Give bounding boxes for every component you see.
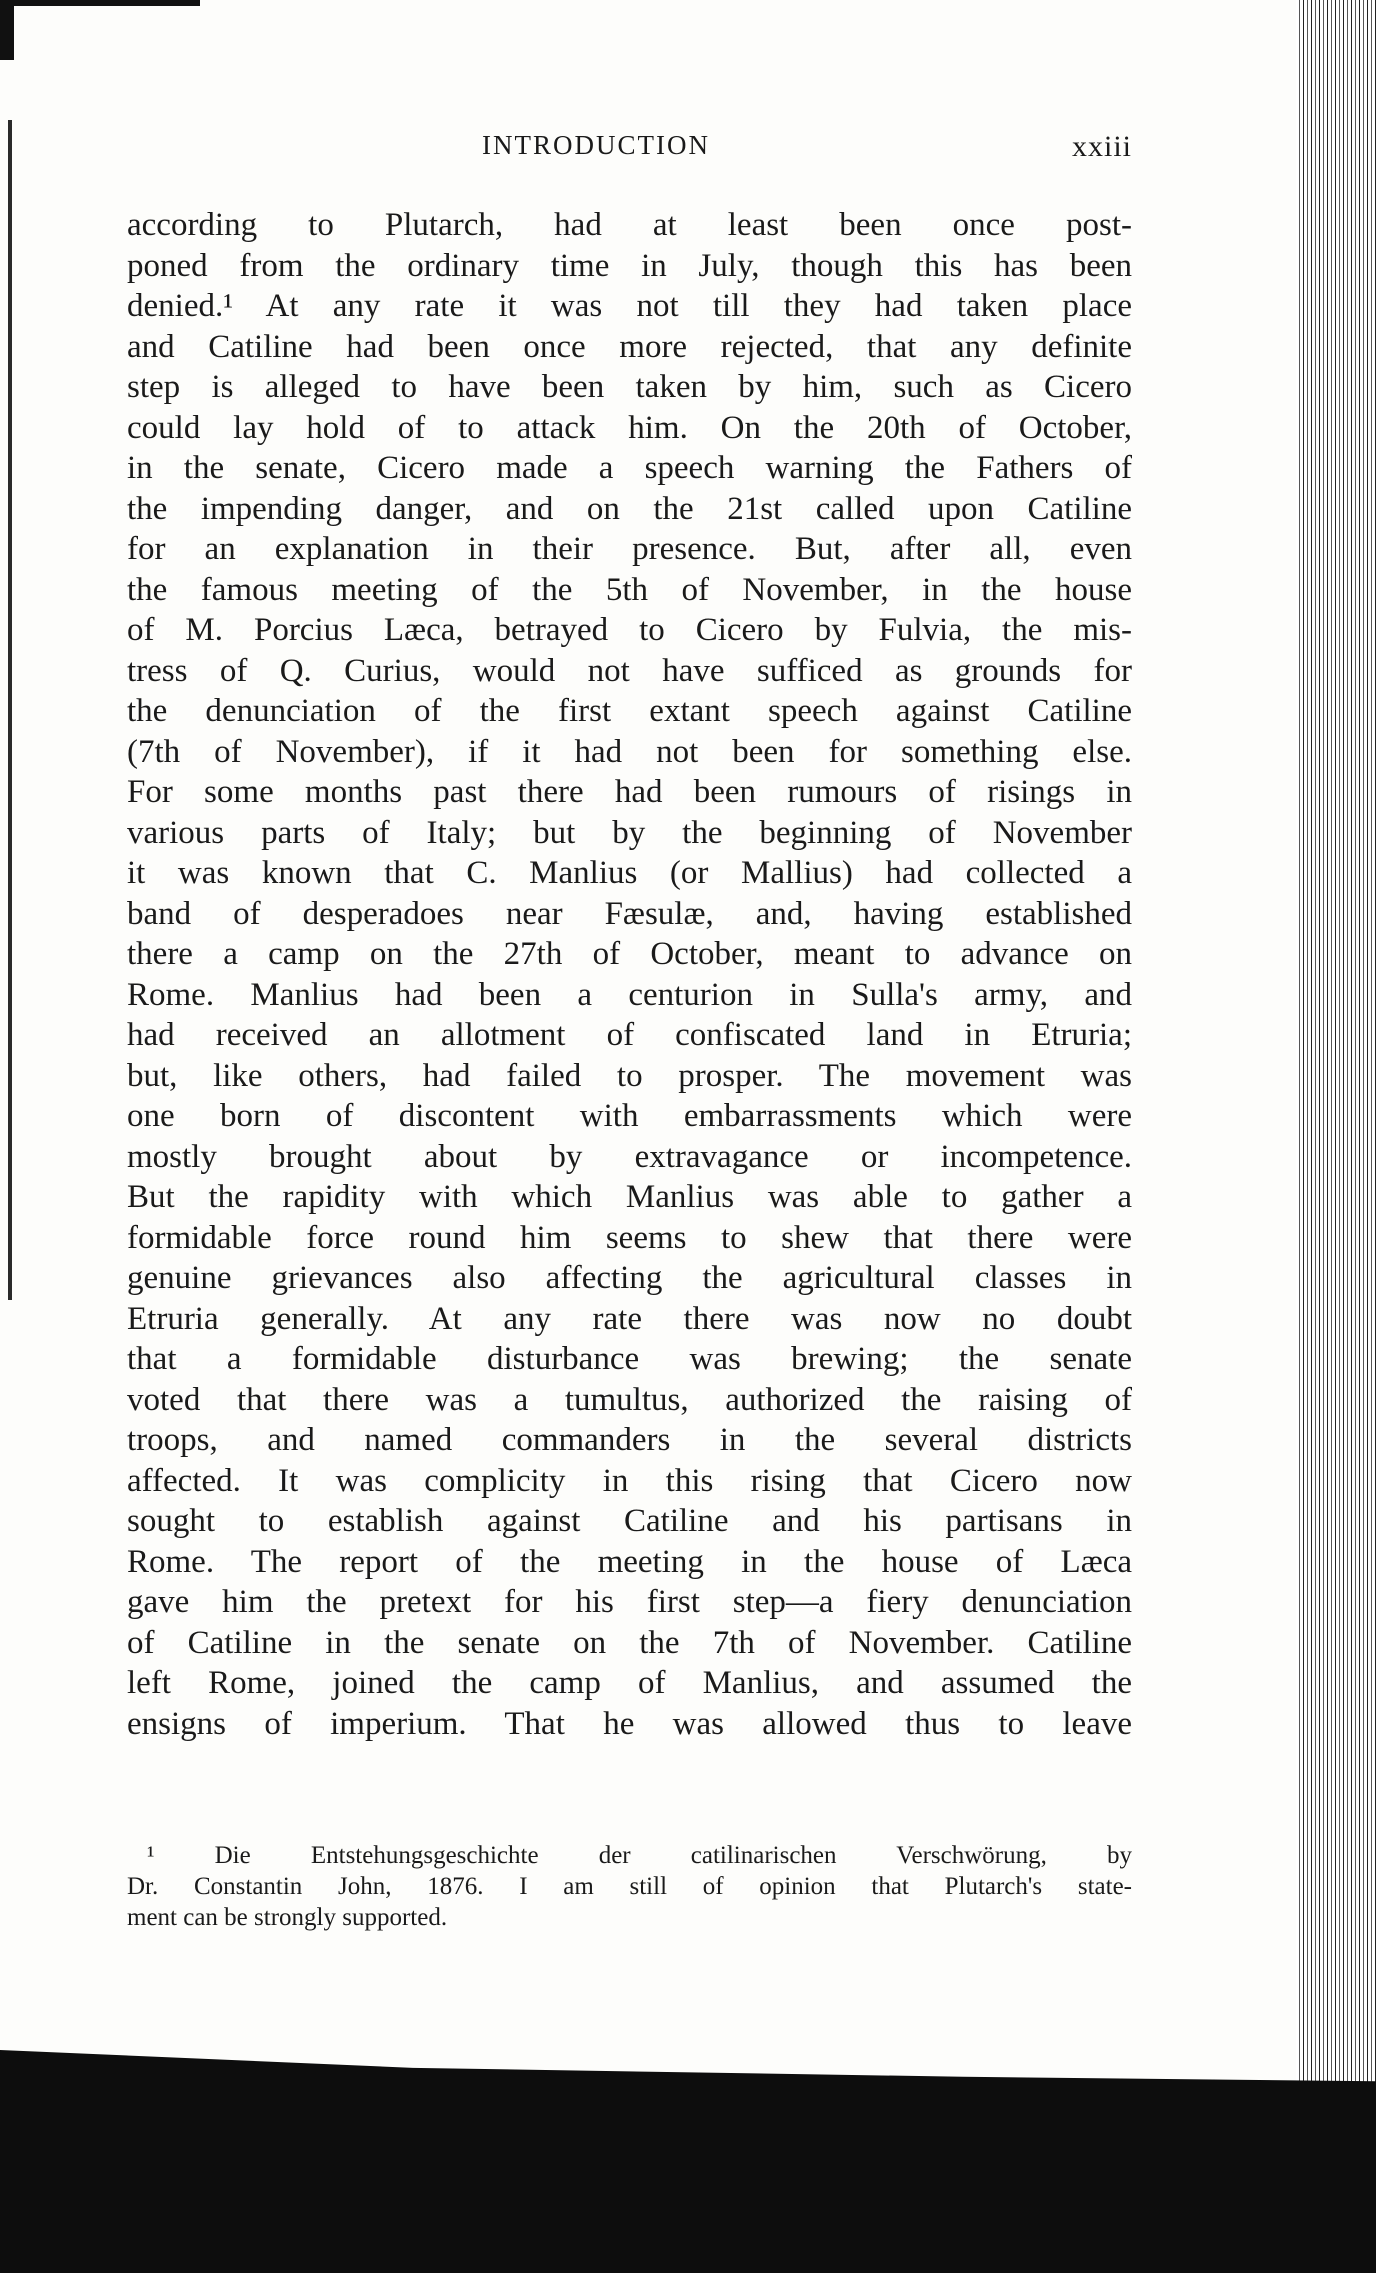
text-line: of M. Porcius Læca, betrayed to Cicero by Fulvia, the mis- bbox=[127, 612, 1132, 648]
text-line: the denunciation of the first extant speech against Catiline bbox=[127, 693, 1132, 729]
text-line: left Rome, joined the camp of Manlius, and assumed the bbox=[127, 1665, 1132, 1701]
text-line: For some months past there had been rumours of risings in bbox=[127, 774, 1132, 810]
text-line: tress of Q. Curius, would not have sufficed as grounds for bbox=[127, 652, 1132, 689]
text-line: genuine grievances also affecting the agricultural classes in bbox=[127, 1260, 1132, 1296]
text-line: (7th of November), if it had not been for something else. bbox=[127, 733, 1132, 770]
running-head: INTRODUCTION bbox=[482, 130, 710, 160]
text-line: it was known that C. Manlius (or Mallius) had collected a bbox=[127, 855, 1132, 891]
body-text bbox=[127, 205, 1132, 1744]
text-line: gave him the pretext for his first step—a fiery denunciation bbox=[127, 1584, 1132, 1620]
text-line: and Catiline had been once more rejected, that any definite bbox=[127, 328, 1132, 365]
text-line: one born of discontent with embarrassments which were bbox=[127, 1098, 1132, 1134]
scan-edge-left bbox=[8, 120, 12, 1300]
text-line: formidable force round him seems to shew that there were bbox=[127, 1219, 1132, 1256]
text-line: the impending danger, and on the 21st called upon Catiline bbox=[127, 490, 1132, 527]
page-number: xxiii bbox=[1071, 130, 1132, 163]
text-line: for an explanation in their presence. But, after all, even bbox=[127, 531, 1132, 567]
text-line: mostly brought about by extravagance or incompetence. bbox=[127, 1138, 1132, 1175]
footnote-line: ment can be strongly supported. bbox=[127, 1904, 448, 1931]
footnote-line: Dr. Constantin John, 1876. I am still of opinion that Plutarch's state- bbox=[127, 1873, 1132, 1900]
text-line: Etruria generally. At any rate there was now no doubt bbox=[127, 1300, 1132, 1337]
text-line: But the rapidity with which Manlius was able to gather a bbox=[127, 1179, 1132, 1215]
text-line: denied.¹ At any rate it was not till they had taken place bbox=[127, 288, 1132, 324]
text-line: of Catiline in the senate on the 7th of November. Catiline bbox=[127, 1624, 1132, 1661]
footnotes bbox=[127, 1840, 1132, 1933]
text-line: according to Plutarch, had at least been once post- bbox=[127, 207, 1132, 243]
text-line: the famous meeting of the 5th of November, in the house bbox=[127, 571, 1132, 608]
page-header bbox=[127, 130, 1132, 170]
text-line: poned from the ordinary time in July, though this has been bbox=[127, 247, 1132, 284]
text-line: in the senate, Cicero made a speech warning the Fathers of bbox=[127, 450, 1132, 486]
text-line: Rome. Manlius had been a centurion in Sulla's army, and bbox=[127, 976, 1132, 1013]
scan-shadow-bottom bbox=[0, 2050, 1376, 2273]
scan-edge-right bbox=[1296, 0, 1376, 2273]
text-line: but, like others, had failed to prosper. The movement was bbox=[127, 1057, 1132, 1094]
text-line: various parts of Italy; but by the beginning of November bbox=[127, 814, 1132, 851]
text-line: voted that there was a tumultus, authorized the raising of bbox=[127, 1381, 1132, 1418]
text-line: that a formidable disturbance was brewing; the senate bbox=[127, 1341, 1132, 1377]
text-line: ensigns of imperium. That he was allowed thus to leave bbox=[127, 1705, 1132, 1742]
scan-edge-top bbox=[0, 0, 200, 18]
text-line: band of desperadoes near Fæsulæ, and, having established bbox=[127, 895, 1132, 932]
footnote-line: ¹ Die Entstehungsgeschichte der catilinarischen Verschwörung, by bbox=[147, 1842, 1132, 1869]
text-line: had received an allotment of confiscated land in Etruria; bbox=[127, 1017, 1132, 1053]
text-line: sought to establish against Catiline and his partisans in bbox=[127, 1503, 1132, 1539]
text-line: there a camp on the 27th of October, meant to advance on bbox=[127, 936, 1132, 972]
text-line: could lay hold of to attack him. On the 20th of October, bbox=[127, 409, 1132, 446]
text-line: troops, and named commanders in the several districts bbox=[127, 1422, 1132, 1458]
text-line: step is alleged to have been taken by him, such as Cicero bbox=[127, 369, 1132, 405]
text-line: Rome. The report of the meeting in the house of Læca bbox=[127, 1543, 1132, 1580]
text-line: affected. It was complicity in this rising that Cicero now bbox=[127, 1462, 1132, 1499]
